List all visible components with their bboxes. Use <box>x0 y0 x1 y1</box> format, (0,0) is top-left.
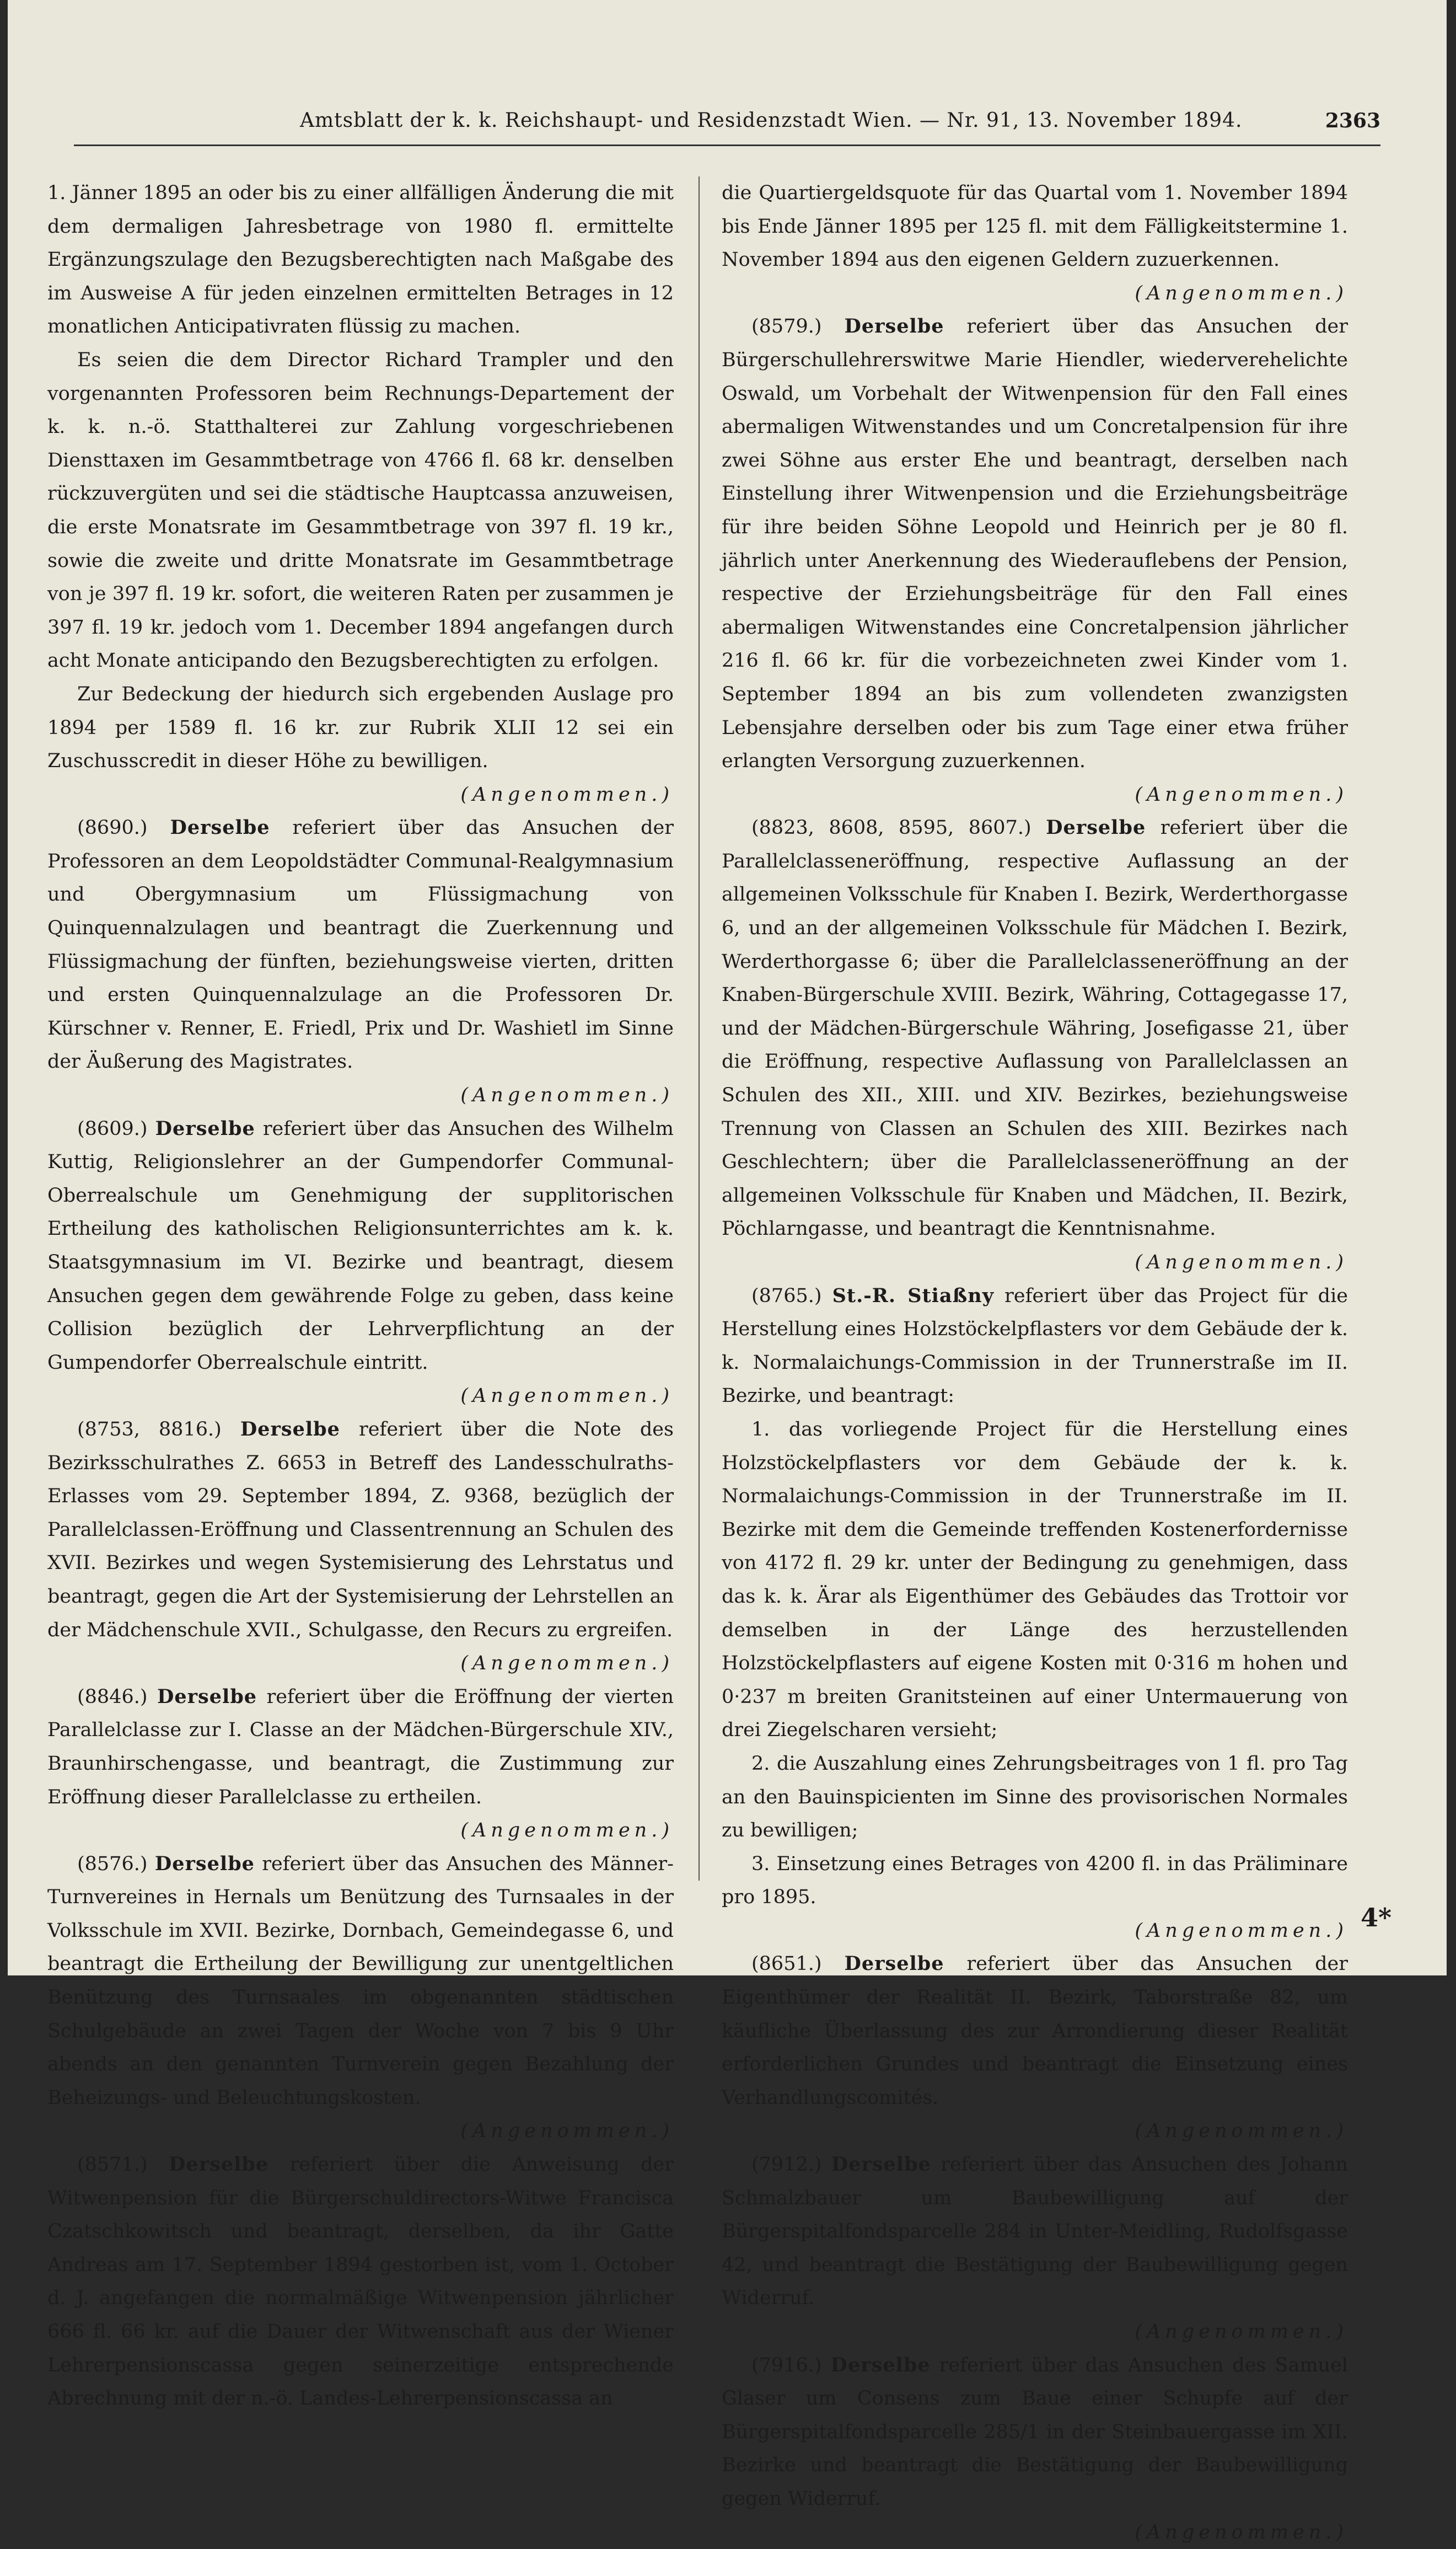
agenda-entry <box>722 1279 1348 1413</box>
entry-ref: (8609.) <box>77 1117 148 1140</box>
entry-ref: (8690.) <box>77 817 148 839</box>
entry-text: referiert über das Ansuchen der Professoren an dem Leopoldstädter Communal-Realgymnasium und Obergymnasium um Flüssigmachung von Quinquennalzulagen und beantragt die Zuerkennung und Flüssigmachung der fünften, beziehungsweise vierten, dritten und ersten Quinquennalzulage an die Professoren Dr. Kürschner v. Renner, E. Friedl, Prix und Dr. Washietl im Sinne der Äußerung des Magistrates. <box>47 817 674 1073</box>
list-item: 1. das vorliegende Project für die Herstellung eines Holzstöckelpflasters vor dem Gebäude der k. k. Normalaichungs-Commission in der Trunnerstraße im II. Bezirke mit dem die Gemeinde treffenden Kostenerfordernisse von 4172 fl. 29 kr. unter der Bedingung zu genehmigen, dass das k. k. Ärar als Eigenthümer des Gebäudes das Trottoir vor demselben in der Länge des herzustellenden Holzstöckelpflasters auf eigene Kosten mit 0·316 m hohen und 0·237 m breiten Granitsteinen auf einer Untermauerung von drei Ziegelscharen versieht; <box>722 1418 1348 1742</box>
left-column <box>47 176 674 2416</box>
entry-ref: (8576.) <box>77 1852 148 1875</box>
paragraph: Zur Bedeckung der hiedurch sich ergebenden Auslage pro 1894 per 1589 fl. 16 kr. zur Rubrik XLII 12 sei ein Zuschusscredit in dieser Höhe zu bewilligen. (Angenommen.) <box>47 678 674 811</box>
entry-speaker: Derselbe <box>169 2153 269 2176</box>
entry-ref: (8651.) <box>751 1953 822 1975</box>
entry-ref: (8579.) <box>751 315 822 338</box>
result-note: (Angenommen.) <box>1135 2321 1348 2343</box>
result-note: (Angenommen.) <box>460 1084 674 1107</box>
page-number: 2363 <box>1325 109 1380 132</box>
entry-speaker: Derselbe <box>844 315 944 338</box>
entry-text: referiert über die Anweisung der Witwenpension für die Bürgerschuldirectors-Witwe Francisca Czatschkowitsch und beantragt, derselben, da ihr Gatte Andreas am 17. September 1894 gestorben ist, vom 1. October d. J. angefangen die normalmäßige Witwenpension jährlicher 666 fl. 66 kr. auf die Dauer der Witwenschaft aus der Wiener Lehrerpensionscassa gegen seinerzeitige entsprechende Abrechnung mit der n.-ö. Landes-Lehrerpensionscassa an <box>47 2154 674 2410</box>
document-page <box>8 0 1447 2543</box>
header-rule <box>74 144 1380 146</box>
entry-ref: (8765.) <box>751 1284 822 1307</box>
entry-text: referiert über das Ansuchen der Bürgerschullehrerswitwe Marie Hiendler, wiederverehelichte Oswald, um Vorbehalt der Witwenpension für den Fall eines abermaligen Witwenstandes und um Concretalpension für ihre zwei Söhne aus erster Ehe und beantragt, derselben nach Einstellung ihrer Witwenpension und die Erziehungsbeiträge für ihre beiden Söhne Leopold und Heinrich per je 80 fl. jährlich unter Anerkennung des Wiederauflebens der Pension, respective der Erziehungsbeiträge für den Fall eines abermaligen Witwenstandes eine Concretalpension jährlicher 216 fl. 66 kr. für die vorbezeichneten zwei Kinder vom 1. September 1894 an bis zum vollendeten zwanzigsten Lebensjahre derselben oder bis zum Tage einer etwa früher erlangten Versorgung zuzuerkennen. <box>722 315 1348 773</box>
continuation-paragraph: die Quartiergeldsquote für das Quartal vom 1. November 1894 bis Ende Jänner 1895 per 125 fl. mit dem Fälligkeitstermine 1. November 1894 aus den eigenen Geldern zuzuerkennen. (Angenommen.) <box>722 176 1348 310</box>
entry-speaker: Derselbe <box>1046 816 1146 839</box>
result-note: (Angenommen.) <box>460 783 674 806</box>
right-column <box>722 176 1348 2549</box>
continuation-paragraph: 1. Jänner 1895 an oder bis zu einer allfälligen Änderung die mit dem dermaligen Jahresbetrage von 1980 fl. ermittelte Ergänzungszulage den Bezugsberechtigten nach Maßgabe des im Ausweise A für jeden einzelnen ermittelten Betrages in 12 monatlichen Anticipativraten flüssig zu machen. <box>47 182 674 338</box>
entry-ref: (7916.) <box>751 2354 822 2376</box>
entry-speaker: St.-R. Stiaßny <box>832 1284 995 1307</box>
entry-text: referiert über das Project für die Herstellung eines Holzstöckelpflasters vor dem Gebäude der k. k. Normalaichungs-Commission in der Trunnerstraße im II. Bezirke, und beantragt: <box>722 1284 1348 1407</box>
entry-text: referiert über die Eröffnung der vierten Parallelclasse zur I. Classe an der Mädchen-Bürgerschule XIV., Braunhirschengasse, und beantragt, die Zustimmung zur Eröffnung dieser Parallelclasse zu ertheilen. <box>47 1685 674 1808</box>
result-note: (Angenommen.) <box>460 1385 674 1407</box>
list-item: 3. Einsetzung eines Betrages von 4200 fl. in das Präliminare pro 1895. (Angenommen.) <box>722 1848 1348 1948</box>
agenda-entry <box>47 1848 674 2148</box>
result-note: (Angenommen.) <box>1135 1919 1348 1942</box>
agenda-entry <box>722 811 1348 1279</box>
entry-ref: (8823, 8608, 8595, 8607.) <box>751 817 1031 839</box>
agenda-entry <box>47 811 674 1112</box>
entry-speaker: Derselbe <box>157 1685 257 1708</box>
running-head: Amtsblatt der k. k. Reichshaupt- und Residenzstadt Wien. — Nr. 91, 13. November 1894. <box>300 109 1243 132</box>
entry-text: referiert über die Note des Bezirksschulrathes Z. 6653 in Betreff des Landesschulraths-Erlasses vom 29. September 1894, Z. 9368, bezüglich der Parallelclassen-Eröffnung und Classentrennung an Schulen des XVII. Bezirkes und wegen Systemisierung des Lehrstatus und beantragt, gegen die Art der Systemisierung der Lehrstellen an der Mädchenschule XVII., Schulgasse, den Recurs zu ergreifen. <box>47 1418 674 1641</box>
entry-speaker: Derselbe <box>170 816 270 839</box>
entry-speaker: Derselbe <box>154 1852 255 1875</box>
entry-speaker: Derselbe <box>844 1952 944 1975</box>
entry-ref: (8571.) <box>77 2154 148 2176</box>
result-note: (Angenommen.) <box>1135 282 1348 304</box>
list-item: 2. die Auszahlung eines Zehrungsbeitrages von 1 fl. pro Tag an den Bauinspicienten im Sinne des provisorischen Normales zu bewilligen; <box>722 1752 1348 1842</box>
result-note: (Angenommen.) <box>460 2120 674 2143</box>
entry-text: referiert über das Ansuchen des Wilhelm Kuttig, Religionslehrer an der Gumpendorfer Communal-Oberrealschule um Genehmigung der supplitorischen Ertheilung des katholischen Religionsunterrichtes am k. k. Staatsgymnasium im VI. Bezirke und beantragt, diesem Ansuchen gegen dem gewährende Folge zu geben, dass keine Collision bezüglich der Lehrverpflichtung an der Gumpendorfer Oberrealschule eintritt. <box>47 1117 674 1374</box>
result-note: (Angenommen.) <box>460 1819 674 1842</box>
agenda-entry <box>47 1413 674 1680</box>
agenda-entry <box>47 2148 674 2416</box>
result-note: (Angenommen.) <box>1135 1251 1348 1273</box>
result-note: (Angenommen.) <box>1135 2521 1348 2543</box>
page-header <box>74 105 1380 149</box>
entry-speaker: Derselbe <box>155 1117 255 1140</box>
agenda-entry <box>47 1112 674 1413</box>
entry-speaker: Derselbe <box>830 2353 931 2376</box>
entry-ref: (8846.) <box>77 1685 148 1708</box>
entry-text: referiert über die Parallelclasseneröffnung, respective Auflassung an der allgemeinen Volksschule für Knaben I. Bezirk, Werderthorgasse 6, und an der allgemeinen Volksschule für Mädchen I. Bezirk, Werderthorgasse 6; über die Parallelclasseneröffnung an der Knaben-Bürgerschule XVIII. Bezirk, Währing, Cottagegasse 17, und der Mädchen-Bürgerschule Währing, Josefigasse 21, über die Eröffnung, respective Auflassung von Parallelclassen an Schulen des XII., XIII. und XIV. Bezirkes, beziehungsweise Trennung von Classen an Schulen des XIII. Bezirkes nach Geschlechtern; über die Parallelclasseneröffnung an der allgemeinen Volksschule für Knaben und Mädchen, II. Bezirk, Pöchlarngasse, und beantragt die Kenntnisnahme. <box>722 817 1348 1240</box>
entry-ref: (8753, 8816.) <box>77 1418 222 1440</box>
entry-ref: (7912.) <box>751 2154 822 2176</box>
result-note: (Angenommen.) <box>1135 2120 1348 2143</box>
entry-speaker: Derselbe <box>240 1417 340 1440</box>
agenda-entry <box>722 310 1348 811</box>
agenda-entry <box>722 2148 1348 2349</box>
signature-mark: 4* <box>1360 1903 1391 1932</box>
agenda-entry <box>47 1680 674 1848</box>
entry-text: referiert über das Ansuchen des Johann Schmalzbauer um Baubewilligung auf der Bürgerspitalfondsparcelle 284 in Unter-Meidling, Rudolfsgasse 42, und beantragt die Bestätigung der Baubewilligung gegen Widerruf. <box>722 2154 1348 2310</box>
entry-text: referiert über das Ansuchen des Samuel Glaser um Consens zum Baue einer Schupfe auf der Bürgerspitalfondsparcelle 285/1 in der Steinbauergasse im XII. Bezirke und beantragt die Bestätigung der Baubewilligung gegen Widerruf. <box>722 2354 1348 2510</box>
agenda-entry <box>722 1947 1348 2148</box>
agenda-entry <box>722 2349 1348 2549</box>
entry-speaker: Derselbe <box>831 2153 931 2176</box>
result-note: (Angenommen.) <box>460 1652 674 1675</box>
result-note: (Angenommen.) <box>1135 783 1348 806</box>
entry-text: referiert über das Ansuchen des Männer-Turnvereines in Hernals um Benützung des Turnsaales in der Volksschule im XVII. Bezirke, Dornbach, Gemeindegasse 6, und beantragt die Ertheilung der Bewilligung zur unentgeltlichen Benützung des Turnsaales im obgenannten städtischen Schulgebäude an zwei Tagen der Woche von 7 bis 9 Uhr abends an den genannten Turnverein gegen Bezahlung der Beheizungs- und Beleuchtungskosten. <box>47 1852 674 2109</box>
entry-text: referiert über das Ansuchen der Eigenthümer der Realität II. Bezirk, Taborstraße 82, um käufliche Überlassung des zur Arrondierung dieser Realität erforderlichen Grundes und beantragt die Einsetzung eines Verhandlungscomités. <box>722 1953 1348 2109</box>
paragraph: Es seien die dem Director Richard Trampler und den vorgenannten Professoren beim Rechnungs-Departement der k. k. n.-ö. Statthalterei zur Zahlung vorgeschriebenen Diensttaxen im Gesammtbetrage von 4766 fl. 68 kr. denselben rückzuvergüten und sei die städtische Hauptcassa anzuweisen, die erste Monatsrate im Gesammtbetrage von 397 fl. 19 kr., sowie die zweite und dritte Monatsrate im Gesammtbetrage von je 397 fl. 19 kr. sofort, die weiteren Raten per zusammen je 397 fl. 19 kr. jedoch vom 1. December 1894 angefangen durch acht Monate anticipando den Bezugsberechtigten zu erfolgen. <box>47 349 674 672</box>
column-divider <box>699 176 700 1881</box>
